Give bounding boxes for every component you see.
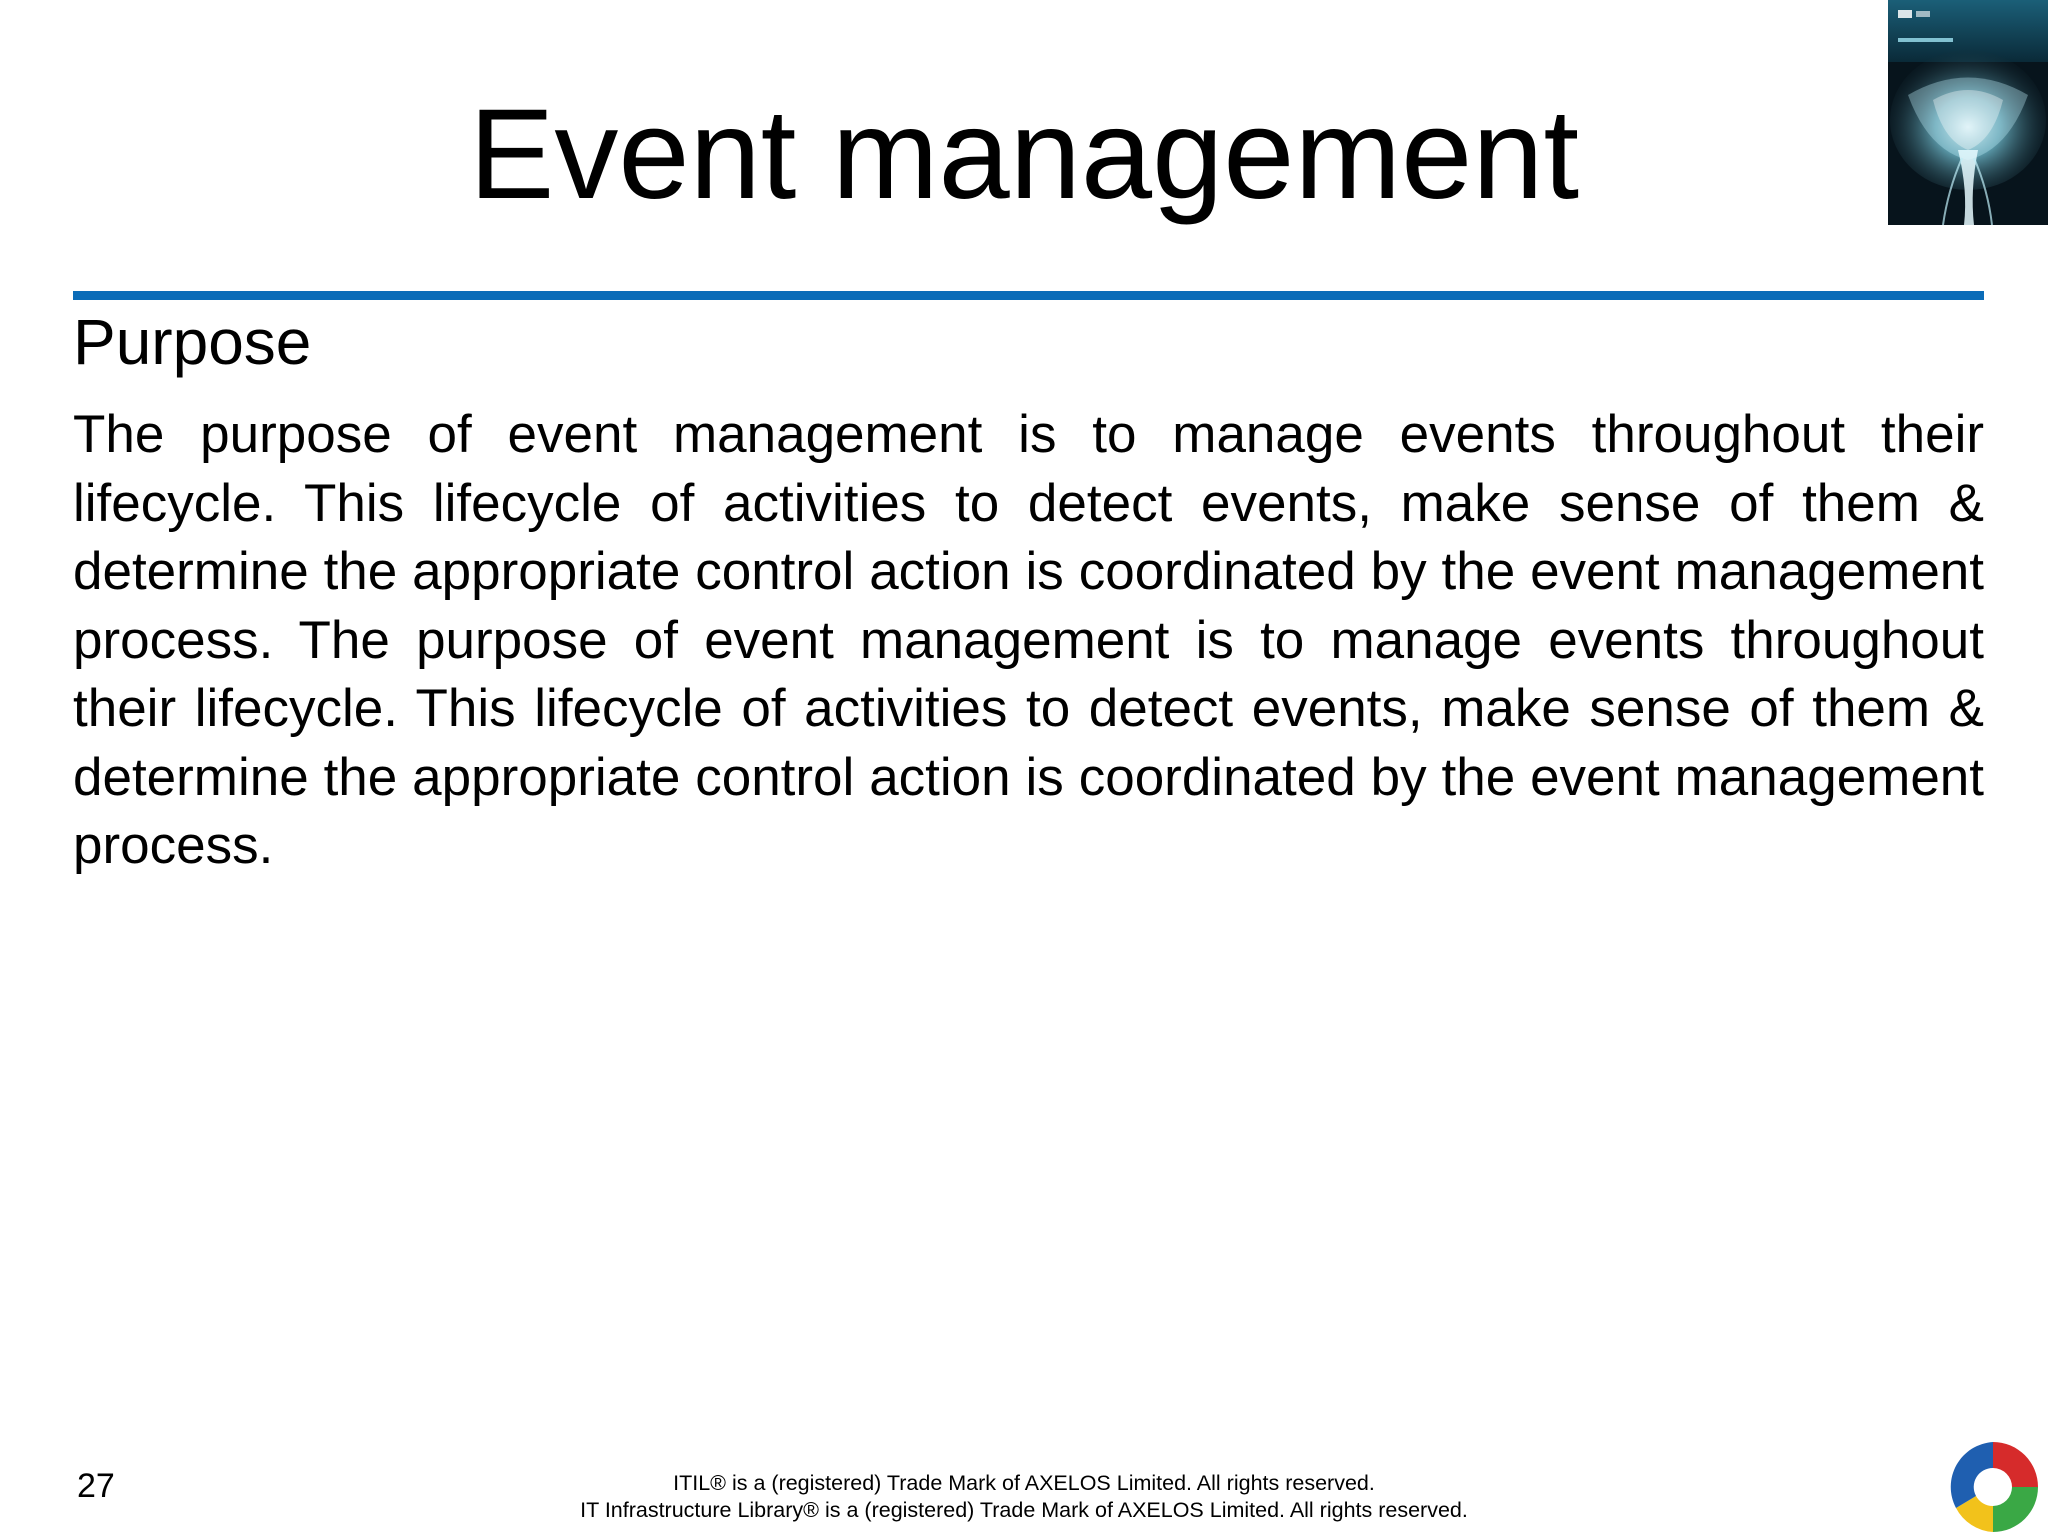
page-number: 27 (77, 1467, 115, 1505)
itil-book-cover-icon (1888, 0, 2048, 225)
trademark-footer (0, 1470, 2048, 1524)
trademark-line-1: ITIL® is a (registered) Trade Mark of AXELOS Limited. All rights reserved. (673, 1471, 1375, 1495)
section-heading: Purpose (73, 306, 312, 378)
trademark-line-2: IT Infrastructure Library® is a (registered) Trade Mark of AXELOS Limited. All rights reserved. (580, 1498, 1468, 1522)
slide-title: Event management (469, 83, 1579, 226)
title-divider (73, 291, 1984, 300)
body-paragraph: The purpose of event management is to manage events throughout their lifecycle. This lifecycle of activities to detect events, make sense of them & determine the appropriate control action is coordinated by the event management process. The purpose of event management is to manage events throughout their lifecycle. This lifecycle of activities to detect events, make sense of them & determine the appropriate control action is coordinated by the event management process. (73, 405, 1984, 875)
pdca-cycle-logo-icon (1944, 1438, 2042, 1536)
